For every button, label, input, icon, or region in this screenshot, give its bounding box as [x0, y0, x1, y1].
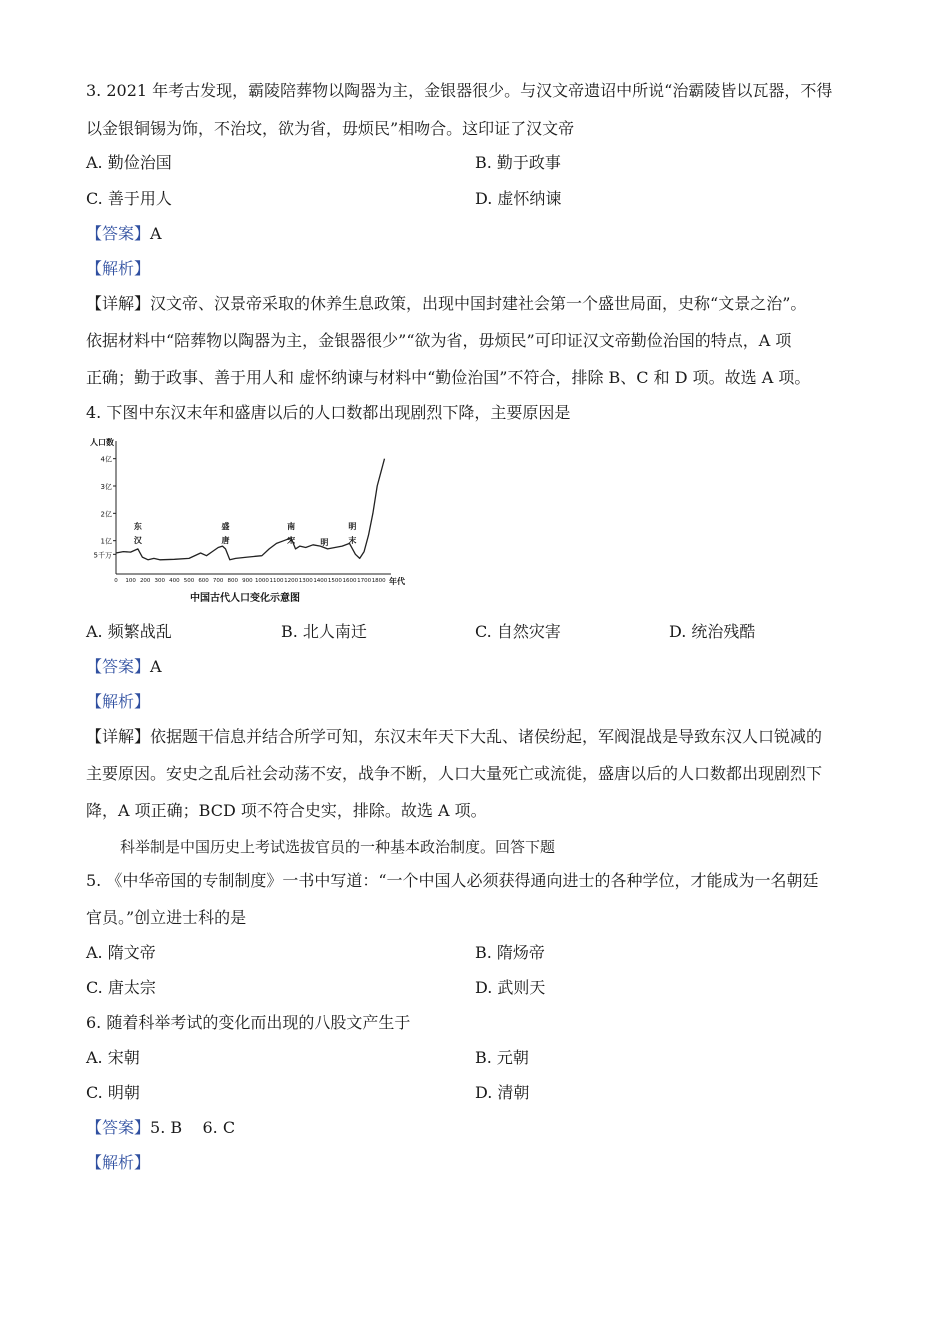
q3-stem-line1: 3. 2021 年考古发现，霸陵陪葬物以陶器为主，金银器很少。与汉文帝遗诏中所说“治霸陵皆以瓦器，不得 [86, 81, 833, 100]
q4-stem: 4. 下图中东汉末年和盛唐以后的人口数都出现剧烈下降，主要原因是 [86, 403, 571, 422]
answer-tag: 【答案】 [86, 657, 151, 676]
chart-annotation: 盛 [221, 522, 230, 531]
q3-answer: A [150, 224, 162, 243]
q4-answer-row [86, 657, 162, 677]
chart-x-tick-label: 700 [212, 578, 224, 584]
population-chart [86, 433, 416, 608]
q3-option-a: A. 勤俭治国 [86, 153, 172, 172]
chart-x-tick-label: 200 [139, 578, 151, 584]
q5-stem-line2: 官员。”创立进士科的是 [86, 908, 247, 927]
q4-option-c: C. 自然灾害 [475, 622, 561, 641]
chart-annotation: 宋 [287, 536, 296, 545]
chart-x-tick-label: 1100 [269, 578, 284, 584]
detail-tag: 【详解】 [86, 294, 151, 313]
q3-answer-row [86, 224, 162, 244]
q6-analysis-tag: 【解析】 [86, 1153, 151, 1172]
chart-annotation: 唐 [221, 536, 230, 545]
chart-x-tick-label: 1300 [298, 578, 313, 584]
chart-annotation: 汉 [133, 536, 142, 545]
chart-population-line [116, 459, 385, 560]
chart-x-tick-label: 1500 [327, 578, 342, 584]
chart-x-tick-label: 300 [154, 578, 166, 584]
chart-x-tick-label: 1600 [342, 578, 357, 584]
q6-option-b: B. 元朝 [475, 1048, 529, 1067]
q3-detail-line1 [86, 294, 806, 314]
chart-y-tick-label: 3亿 [100, 483, 112, 491]
chart-y-tick-label: 2亿 [100, 510, 112, 519]
q4-option-b: B. 北人南迁 [281, 622, 367, 641]
chart-y-tick-label: 4亿 [100, 455, 112, 464]
chart-annotation: 东 [133, 522, 142, 531]
chart-annotation: 明 [320, 538, 329, 547]
chart-annotation: 明 [348, 522, 357, 531]
chart-y-tick-label: 5千万 [93, 551, 112, 560]
chart-x-tick-label: 400 [169, 578, 180, 584]
chart-x-tick-label: 600 [198, 578, 209, 584]
q4-detail-line1 [86, 727, 822, 747]
q3-detail-line2: 依据材料中“陪葬物以陶器为主，金银器很少”“欲为省，毋烦民”可印证汉文帝勤俭治国的特点，A 项 [86, 331, 792, 350]
q4-answer: A [150, 657, 162, 676]
q5-option-c: C. 唐太宗 [86, 978, 156, 997]
q5-stem-line1: 5. 《中华帝国的专制制度》一书中写道：“一个中国人必须获得通向进士的各种学位，才能成为一名朝廷 [86, 871, 819, 890]
q6-option-a: A. 宋朝 [86, 1048, 140, 1067]
chart-x-tick-label: 800 [227, 578, 239, 584]
q3-stem-line2: 以金银铜锡为饰，不治坟，欲为省，毋烦民”相吻合。这印证了汉文帝 [86, 119, 575, 138]
q5-option-a: A. 隋文帝 [86, 943, 156, 962]
chart-x-tick-label: 100 [125, 578, 136, 584]
chart-x-tick-label: 900 [242, 578, 253, 584]
q4-option-d: D. 统治残酷 [669, 622, 756, 641]
chart-x-tick-label: 1000 [254, 578, 269, 584]
q4-option-a: A. 频繁战乱 [86, 622, 172, 641]
q6-option-d: D. 清朝 [475, 1083, 530, 1102]
q5-option-b: B. 隋炀帝 [475, 943, 545, 962]
q4-detail-line3: 降，A 项正确；BCD 项不符合史实，排除。故选 A 项。 [86, 801, 487, 820]
q4-analysis-tag: 【解析】 [86, 692, 151, 711]
answer-tag: 【答案】 [86, 224, 151, 243]
chart-y-tick-label: 1亿 [100, 537, 112, 546]
chart-xlabel: 年代 [389, 577, 405, 586]
q5-option-d: D. 武则天 [475, 978, 546, 997]
chart-x-tick-label: 1400 [313, 578, 328, 584]
q3-option-d: D. 虚怀纳谏 [475, 189, 562, 208]
chart-title: 中国古代人口变化示意图 [190, 593, 300, 604]
chart-ylabel: 人口数 [90, 438, 114, 447]
answer-tag: 【答案】 [86, 1118, 151, 1137]
q3-detail-text1: 汉文帝、汉景帝采取的休养生息政策，出现中国封建社会第一个盛世局面，史称“文景之治”。 [150, 294, 807, 313]
chart-annotation: 末 [348, 536, 357, 545]
q3-analysis-tag: 【解析】 [86, 259, 151, 278]
chart-annotation: 南 [287, 522, 296, 531]
chart-x-tick-label: 0 [114, 578, 118, 584]
chart-x-tick-label: 1800 [371, 578, 386, 584]
q6-stem: 6. 随着科举考试的变化而出现的八股文产生于 [86, 1013, 411, 1032]
q4-detail-text1: 依据题干信息并结合所学可知，东汉末年天下大乱、诸侯纷起，军阀混战是导致东汉人口锐减的 [150, 727, 823, 746]
q3-option-b: B. 勤于政事 [475, 153, 561, 172]
q3-detail-line3: 正确；勤于政事、善于用人和 虚怀纳谏与材料中“勤俭治国”不符合，排除 B、C 和 D 项。故选 A 项。 [86, 368, 811, 387]
chart-x-tick-label: 500 [183, 578, 195, 584]
q6-answer-row [86, 1118, 235, 1138]
chart-x-tick-label: 1200 [284, 578, 299, 584]
chart-x-tick-label: 1700 [357, 578, 372, 584]
q6-option-c: C. 明朝 [86, 1083, 140, 1102]
q6-answer: 5. B 6. C [150, 1118, 236, 1137]
detail-tag: 【详解】 [86, 727, 151, 746]
q3-option-c: C. 善于用人 [86, 189, 172, 208]
section-intro: 科举制是中国历史上考试选拔官员的一种基本政治制度。回答下题 [120, 838, 556, 856]
q4-detail-line2: 主要原因。安史之乱后社会动荡不安，战争不断，人口大量死亡或流徙，盛唐以后的人口数都出现剧烈下 [86, 764, 823, 783]
